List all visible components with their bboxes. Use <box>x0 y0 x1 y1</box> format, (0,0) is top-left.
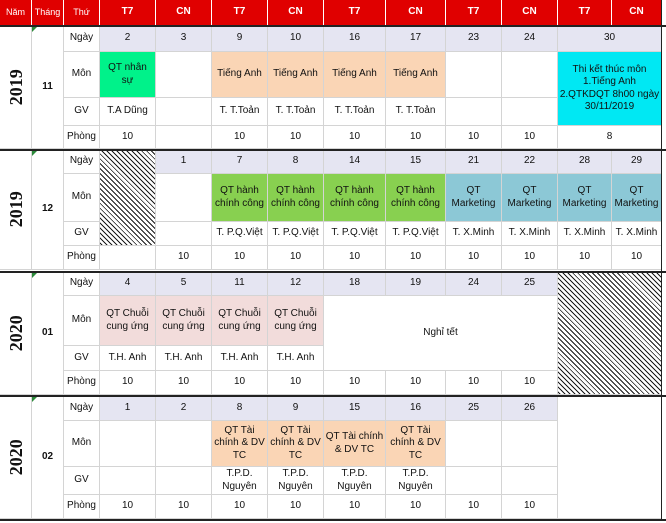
room-cell: 10 <box>100 371 156 395</box>
day-cell: 11 <box>212 272 268 296</box>
day-cell: 29 <box>612 150 662 174</box>
exam-note-cell: Thi kết thúc môn 1.Tiếng Anh 2.QTKDQT 8h00 ngày 30/11/2019 <box>558 52 662 126</box>
subject-cell: QT Chuỗi cung ứng <box>268 296 324 346</box>
subject-cell: Tiếng Anh <box>212 52 268 98</box>
room-cell: 10 <box>156 495 212 519</box>
teacher-cell: T. P.Q.Việt <box>386 222 446 246</box>
row-label: Môn <box>64 296 100 346</box>
teacher-cell: T. T.Toản <box>268 98 324 126</box>
row-label: Ngày <box>64 26 100 52</box>
subject-cell <box>502 421 558 467</box>
room-cell: 10 <box>386 246 446 270</box>
teacher-cell: T.P.D. Nguyên <box>268 467 324 495</box>
subject-cell <box>156 174 212 222</box>
day-cell: 24 <box>502 26 558 52</box>
subject-cell: Tiếng Anh <box>268 52 324 98</box>
day-cell: 8 <box>268 150 324 174</box>
teacher-cell <box>446 467 502 495</box>
room-cell: 10 <box>324 495 386 519</box>
room-cell: 10 <box>212 126 268 149</box>
room-cell: 10 <box>502 371 558 395</box>
day-cell: 24 <box>446 272 502 296</box>
day-cell: 1 <box>100 396 156 421</box>
row-label: Phòng <box>64 126 100 149</box>
teacher-cell: T. X.Minh <box>558 222 612 246</box>
room-cell: 10 <box>156 246 212 270</box>
right-border <box>661 0 662 521</box>
room-cell: 10 <box>446 495 502 519</box>
teacher-cell <box>100 467 156 495</box>
room-cell: 10 <box>156 371 212 395</box>
subject-cell <box>502 52 558 98</box>
empty-cell <box>558 396 662 519</box>
room-cell: 10 <box>386 371 446 395</box>
teacher-cell: T. T.Toản <box>324 98 386 126</box>
teacher-cell: T.H. Anh <box>156 346 212 371</box>
subject-cell: QT Chuỗi cung ứng <box>156 296 212 346</box>
teacher-cell: T. P.Q.Việt <box>268 222 324 246</box>
year-text: 2019 <box>5 69 26 105</box>
row-label: Ngày <box>64 272 100 296</box>
room-cell: 10 <box>212 246 268 270</box>
room-cell: 10 <box>268 495 324 519</box>
day-cell: 2 <box>100 26 156 52</box>
row-label: GV <box>64 98 100 126</box>
day-cell: 4 <box>100 272 156 296</box>
holiday-cell: Nghỉ tết <box>324 296 558 371</box>
room-cell: 10 <box>100 495 156 519</box>
row-label: GV <box>64 222 100 246</box>
subject-cell: QT hành chính công <box>268 174 324 222</box>
day-cell: 9 <box>212 26 268 52</box>
teacher-cell <box>156 222 212 246</box>
day-cell: 15 <box>324 396 386 421</box>
day-cell: 7 <box>212 150 268 174</box>
comment-indicator <box>32 151 37 156</box>
day-cell: 14 <box>324 150 386 174</box>
row-label: Môn <box>64 421 100 467</box>
teacher-cell: T. P.Q.Việt <box>324 222 386 246</box>
teacher-cell: T.H. Anh <box>212 346 268 371</box>
teacher-cell: T.H. Anh <box>100 346 156 371</box>
day-cell: 1 <box>156 150 212 174</box>
teacher-cell: T.P.D. Nguyên <box>212 467 268 495</box>
teacher-cell <box>502 98 558 126</box>
day-cell: 26 <box>502 396 558 421</box>
room-cell: 10 <box>324 371 386 395</box>
header-cell: T7 <box>212 0 268 26</box>
teacher-cell <box>446 98 502 126</box>
subject-cell: QT hành chính công <box>386 174 446 222</box>
header-cell: CN <box>502 0 558 26</box>
room-cell: 10 <box>268 246 324 270</box>
teacher-cell: T. T.Toản <box>386 98 446 126</box>
teacher-cell: T.H. Anh <box>268 346 324 371</box>
teacher-cell: T. T.Toản <box>212 98 268 126</box>
subject-cell <box>156 421 212 467</box>
room-cell: 10 <box>446 126 502 149</box>
header-cell: T7 <box>324 0 386 26</box>
header-cell: CN <box>386 0 446 26</box>
room-cell: 8 <box>558 126 662 149</box>
row-label: Môn <box>64 52 100 98</box>
subject-cell <box>100 421 156 467</box>
row-label: Môn <box>64 174 100 222</box>
teacher-cell <box>502 467 558 495</box>
teacher-cell: T.P.D. Nguyên <box>386 467 446 495</box>
subject-cell <box>446 421 502 467</box>
room-cell: 10 <box>212 371 268 395</box>
room-cell <box>100 246 156 270</box>
day-cell: 8 <box>212 396 268 421</box>
teacher-cell: T. P.Q.Việt <box>212 222 268 246</box>
day-cell: 10 <box>268 26 324 52</box>
year-label <box>0 150 32 270</box>
comment-indicator <box>32 273 37 278</box>
subject-cell: Tiếng Anh <box>324 52 386 98</box>
day-cell: 18 <box>324 272 386 296</box>
comment-indicator <box>32 27 37 32</box>
bottom-border <box>0 519 666 521</box>
day-cell: 25 <box>502 272 558 296</box>
header-cell: CN <box>268 0 324 26</box>
row-label: Phòng <box>64 246 100 270</box>
year-text: 2020 <box>5 315 26 351</box>
room-cell: 10 <box>324 246 386 270</box>
day-cell: 5 <box>156 272 212 296</box>
day-cell: 17 <box>386 26 446 52</box>
header-cell: T7 <box>558 0 612 26</box>
year-label <box>0 26 32 149</box>
day-cell: 16 <box>324 26 386 52</box>
day-cell: 25 <box>446 396 502 421</box>
subject-cell: QT Marketing <box>558 174 612 222</box>
comment-indicator <box>32 397 37 402</box>
teacher-cell: T.P.D. Nguyên <box>324 467 386 495</box>
subject-cell: QT hành chính công <box>212 174 268 222</box>
subject-cell: QT nhân sự <box>100 52 156 98</box>
subject-cell: QT Tài chính & DV TC <box>268 421 324 467</box>
subject-cell <box>446 52 502 98</box>
header-cell: CN <box>612 0 662 26</box>
header-cell: Thứ <box>64 0 100 26</box>
row-label: Ngày <box>64 396 100 421</box>
block-divider <box>0 271 666 273</box>
subject-cell: QT Marketing <box>612 174 662 222</box>
room-cell: 10 <box>612 246 662 270</box>
subject-cell: Tiếng Anh <box>386 52 446 98</box>
day-cell: 9 <box>268 396 324 421</box>
day-cell: 2 <box>156 396 212 421</box>
row-label: Ngày <box>64 150 100 174</box>
subject-cell: QT Tài chính & DV TC <box>386 421 446 467</box>
month-label: 12 <box>32 150 64 270</box>
room-cell: 10 <box>446 246 502 270</box>
day-cell: 19 <box>386 272 446 296</box>
room-cell: 10 <box>446 371 502 395</box>
row-label: GV <box>64 346 100 371</box>
room-cell: 10 <box>386 495 446 519</box>
teacher-cell <box>156 467 212 495</box>
teacher-cell: T. X.Minh <box>612 222 662 246</box>
month-label: 01 <box>32 272 64 395</box>
teacher-cell: T. X.Minh <box>502 222 558 246</box>
header-cell: Năm <box>0 0 32 26</box>
month-label: 11 <box>32 26 64 149</box>
day-cell: 28 <box>558 150 612 174</box>
year-text: 2019 <box>5 191 26 228</box>
subject-cell: QT hành chính công <box>324 174 386 222</box>
subject-cell <box>156 52 212 98</box>
room-cell: 10 <box>100 126 156 149</box>
teacher-cell <box>156 98 212 126</box>
block-divider <box>0 25 666 27</box>
day-cell: 12 <box>268 272 324 296</box>
teacher-cell: T.A Dũng <box>100 98 156 126</box>
subject-cell: QT Marketing <box>502 174 558 222</box>
block-divider <box>0 395 666 397</box>
day-cell: 16 <box>386 396 446 421</box>
subject-cell: QT Chuỗi cung ứng <box>100 296 156 346</box>
room-cell: 10 <box>386 126 446 149</box>
room-cell: 10 <box>558 246 612 270</box>
row-label: Phòng <box>64 495 100 519</box>
room-cell: 10 <box>324 126 386 149</box>
room-cell: 10 <box>502 246 558 270</box>
room-cell: 10 <box>502 126 558 149</box>
subject-cell: QT Chuỗi cung ứng <box>212 296 268 346</box>
day-cell: 3 <box>156 26 212 52</box>
day-cell: 30 <box>558 26 662 52</box>
subject-cell: QT Tài chính & DV TC <box>212 421 268 467</box>
day-cell: 21 <box>446 150 502 174</box>
header-cell: CN <box>156 0 212 26</box>
room-cell: 10 <box>268 126 324 149</box>
room-cell <box>156 126 212 149</box>
header-cell: Tháng <box>32 0 64 26</box>
day-cell: 22 <box>502 150 558 174</box>
year-label <box>0 272 32 395</box>
hatched-empty-cell <box>100 150 156 246</box>
hatched-empty-cell <box>558 272 662 395</box>
header-cell: T7 <box>100 0 156 26</box>
year-label <box>0 396 32 519</box>
room-cell: 10 <box>502 495 558 519</box>
year-text: 2020 <box>5 439 26 475</box>
subject-cell: QT Marketing <box>446 174 502 222</box>
room-cell: 10 <box>268 371 324 395</box>
row-label: GV <box>64 467 100 495</box>
row-label: Phòng <box>64 371 100 395</box>
day-cell: 23 <box>446 26 502 52</box>
block-divider <box>0 149 666 151</box>
day-cell: 15 <box>386 150 446 174</box>
header-cell: T7 <box>446 0 502 26</box>
room-cell: 10 <box>212 495 268 519</box>
teacher-cell: T. X.Minh <box>446 222 502 246</box>
month-label: 02 <box>32 396 64 519</box>
subject-cell: QT Tài chính & DV TC <box>324 421 386 467</box>
